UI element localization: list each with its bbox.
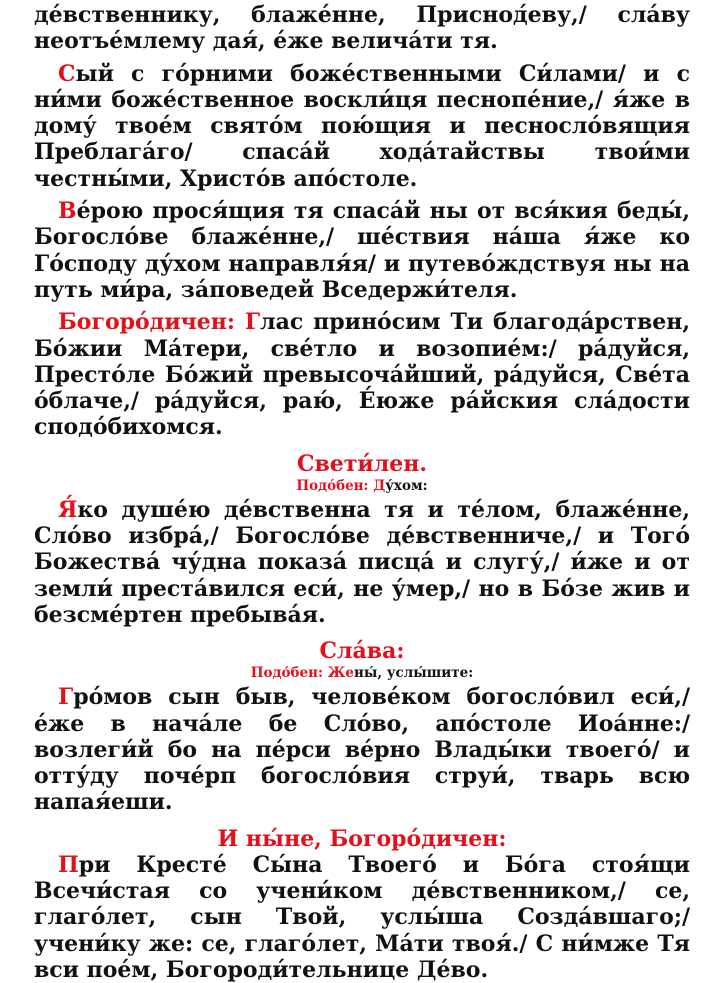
podoben-text: ны́, услы́шите: xyxy=(354,665,474,682)
drop-initial: В xyxy=(58,198,77,225)
troparion-1 xyxy=(34,61,690,192)
theotokion-label: Богоро́дичен: Г xyxy=(58,309,261,336)
drop-initial: Г xyxy=(58,684,74,711)
continuation-text: де́вственнику, блаже́нне, Приснод́еву,/ сла́ву неотъе́млему дая́, е́же велича́ти тя. xyxy=(34,2,690,55)
drop-initial: П xyxy=(58,851,79,878)
podoben-text: у́хом: xyxy=(385,477,428,494)
continuation-paragraph xyxy=(34,2,690,55)
i-nyne-text: ри Кресте́ Сы́на Твоего́ и Бо́га стоя́щи Всечи́стая со учени́ком де́вственником,/ се, глаго́лет, сын Твой, услы́ша Созда́вшаго;/ учени́ку же: се, глаго́лет, Ма́ти твоя́./ С ни́мже Тя вси пое́м, Богороди́тельнице Де́во. xyxy=(34,851,690,983)
svetilen-paragraph xyxy=(34,497,690,628)
troparion-text: ый с го́рними боже́ственными Си́лами/ и с ни́ми боже́ственное воскли́ця песнопе́ние,/ я́же в дому́ твое́м свято́м пою́щия и песносло́вящия Преблага́го/ спаса́й хода́тайствы твои́ми честны́ми, Христо́в апо́столе. xyxy=(34,60,690,192)
podoben-label: Подо́бен: Же xyxy=(250,665,355,682)
podoben-label: Подо́бен: Д xyxy=(296,477,386,494)
drop-initial: С xyxy=(58,60,76,87)
i-nyne-paragraph xyxy=(34,852,690,983)
svetilen-heading: Свети́лен. xyxy=(296,450,427,477)
svetilen-podoben xyxy=(34,477,690,495)
theotokion xyxy=(34,309,690,440)
theotokion-text: лас прино́сим Ти благода́рствен, Бо́жии Ма́тери, све́тло и возопие́м:/ ра́дуйся, Престо́ле Бо́жий превысоча́йший, ра́дуйся, Све́та о́блаче,/ ра́дуйся, раю́, Е́юже ра́йския сла́дости сподо́бихомся. xyxy=(34,309,690,441)
troparion-2 xyxy=(34,198,690,303)
slava-heading: Сла́ва: xyxy=(319,638,405,665)
drop-initial: Я́ xyxy=(58,496,78,523)
slava-paragraph xyxy=(34,684,690,815)
svetilen-text: ко душе́ю де́вственна тя и те́лом, блаже́нне, Сло́во избра́,/ Богосло́ве де́вственниче,/ и Того́ Божества́ чу́дна показа́ писца́ и слугу́,/ и́же и от земли́ преста́вился еси́, не у́мер,/ но в Бо́зе жив и безсме́ртен пребыва́я. xyxy=(34,496,690,628)
troparion-text: е́рою прося́щия тя спаса́й ны от вся́кия беды́, Богосло́ве блаже́нне,/ ше́ствия на́ша я́же ко Го́споду ду́хом направля́я/ и путево́ждствуя ны на путь ми́ра, за́поведей Вседержи́теля. xyxy=(34,198,690,303)
slava-text: ро́мов сын быв, челове́ком богосло́вил еси́,/ е́же в нача́ле бе Сло́во, апо́столе Иоа́нне:/ возлеги́й бо на пе́рси ве́рно Влады́ки твоего́/ и отту́ду поче́рп богосло́вия струи́, тварь всю напая́еши. xyxy=(34,684,690,816)
slava-podoben xyxy=(34,664,690,682)
i-nyne-heading: И ны́не, Богоро́дичен: xyxy=(217,825,507,852)
